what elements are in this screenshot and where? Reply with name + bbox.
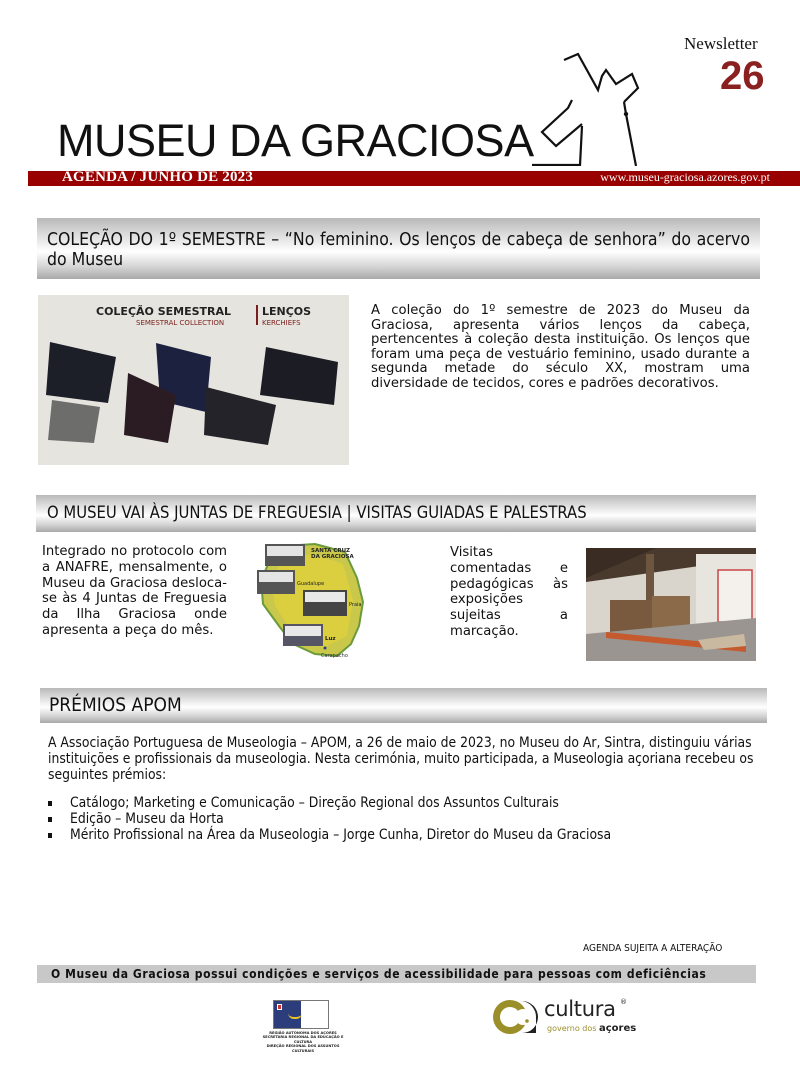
award-item <box>48 827 768 843</box>
exhibition-photo <box>586 548 756 661</box>
exhibition-illustration <box>586 548 756 661</box>
award-text: Edição – Museu da Horta <box>70 811 224 827</box>
azores-caption-line: DIREÇÃO REGIONAL DOS ASSUNTOS CULTURAIS <box>266 1044 340 1053</box>
collection-heading: COLEÇÃO DO 1º SEMESTRE – “No feminino. Os lenços de cabeça de senhora” do acervo do Museu <box>37 218 760 279</box>
azores-caption <box>258 1031 348 1053</box>
award-item <box>48 811 768 827</box>
kerchief-2 <box>48 400 100 443</box>
map-label-santa-cruz-1: SANTA CRUZ <box>311 548 351 554</box>
map-label-santa-cruz-2: DA GRACIOSA <box>311 554 354 560</box>
map-label-carapacho: Carapacho <box>321 653 348 659</box>
windmill-blade-upper <box>564 54 638 102</box>
award-item <box>48 795 768 811</box>
kerchiefs-photo <box>38 295 349 465</box>
issue-number: 26 <box>720 54 765 98</box>
cultura-mark-icon <box>492 995 544 1039</box>
accessibility-band: O Museu da Graciosa possui condições e serviços de acessibilidade para pessoas com deficiências <box>37 965 756 983</box>
awards-list <box>48 795 768 843</box>
agenda-label: AGENDA / JUNHO DE 2023 <box>62 169 254 185</box>
sign-title: COLEÇÃO SEMESTRAL <box>96 305 232 318</box>
cultura-acores-logo <box>492 995 637 1040</box>
map-label-guadalupe: Guadalupe <box>297 581 325 587</box>
sign-subtitle: SEMESTRAL COLLECTION <box>136 319 225 327</box>
azores-flag-icon <box>273 1000 329 1029</box>
registered-mark: ® <box>620 998 627 1006</box>
site-url[interactable]: www.museu-graciosa.azores.gov.pt <box>600 170 770 184</box>
cultura-word: cultura <box>544 997 616 1021</box>
map-label-luz: Luz <box>325 636 336 642</box>
museum-title: MUSEU DA GRACIOSA <box>57 115 534 166</box>
cultura-sub-2: açores <box>598 1023 637 1034</box>
windmill-tail <box>624 102 636 166</box>
award-text: Catálogo; Marketing e Comunicação – Direção Regional dos Assuntos Culturais <box>70 795 559 811</box>
awards-description: A Associação Portuguesa de Museologia – APOM, a 26 de maio de 2023, no Museu do Ar, Sintra, distinguiu várias instituições e profissionais da museologia. Nesta cerimónia, muito participada, a Museologia açoriana recebeu os seguintes prémios: <box>48 735 754 783</box>
anafre-description: Integrado no protocolo com a ANAFRE, mensalmente, o Museu da Graciosa desloca-se às 4 Juntas de Freguesia da Ilha Graciosa onde apresenta a peça do mês. <box>42 544 227 638</box>
bullet-icon <box>48 833 52 838</box>
sign-subtitle-2: KERCHIEFS <box>262 319 301 327</box>
collection-description: A coleção do 1º semestre de 2023 do Museu da Graciosa, apresenta vários lenços da cabeça, pertencentes à coleção desta instituição. Os lenços que foram uma peça de vestuário feminino, usado durante a segunda metade do século XX, mostram uma diversidade de tecidos, cores e padrões decorativos. <box>371 303 750 391</box>
bullet-icon <box>48 817 52 822</box>
azores-government-logo <box>258 1000 348 1053</box>
kerchiefs-illustration <box>38 295 349 465</box>
windmill-icon <box>520 40 650 166</box>
awards-heading: PRÉMIOS APOM <box>40 688 767 723</box>
sign-title-2: LENÇOS <box>262 305 312 318</box>
graciosa-map <box>253 540 378 662</box>
newsletter-label: Newsletter <box>684 34 758 53</box>
windmill-hub <box>624 112 628 116</box>
map-label-praia: Praia <box>349 602 362 608</box>
bullet-icon <box>48 801 52 806</box>
cultura-sub-1: governo dos <box>547 1024 599 1033</box>
award-text: Mérito Profissional na Área da Museologia – Jorge Cunha, Diretor do Museu da Graciosa <box>70 827 612 843</box>
windmill-blade-lower <box>542 100 582 146</box>
azores-caption-line: SECRETARIA REGIONAL DA EDUCAÇÃO E CULTURA <box>262 1035 344 1044</box>
azores-caption-line: REGIÃO AUTÓNOMA DOS AÇORES <box>269 1031 337 1035</box>
agenda-note: AGENDA SUJEITA A ALTERAÇÃO <box>583 943 723 954</box>
guided-visits-description: Visitas comentadas e pedagógicas às exposições sujeitas a marcação. <box>450 545 568 639</box>
cultura-subtitle <box>547 1023 636 1034</box>
visits-heading: O MUSEU VAI ÀS JUNTAS DE FREGUESIA | VISITAS GUIADAS E PALESTRAS <box>36 495 756 532</box>
